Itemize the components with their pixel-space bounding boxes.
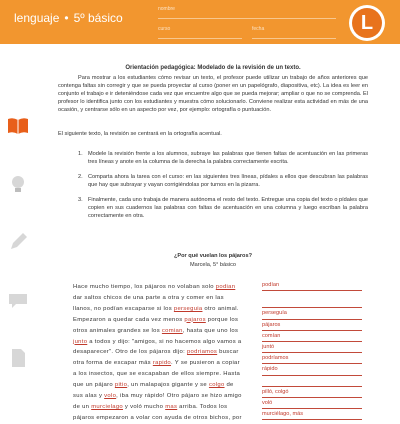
story-line bbox=[73, 337, 253, 348]
grade-label: 5º básico bbox=[73, 11, 123, 25]
answer-line[interactable]: voló bbox=[262, 398, 362, 409]
misspelled-word: colgo bbox=[208, 382, 225, 389]
misspelled-word: pajaros bbox=[184, 316, 206, 323]
story-segment: Empezaron a quedar cada vez menos bbox=[73, 316, 185, 323]
step-number: 3. bbox=[78, 197, 83, 203]
story-segment: de un bbox=[73, 403, 92, 410]
misspelled-word: rapido bbox=[152, 360, 172, 367]
story-line bbox=[73, 293, 253, 304]
course-field-label: curso bbox=[158, 26, 171, 32]
story-line bbox=[73, 391, 253, 402]
misspelled-word: volo bbox=[104, 393, 117, 400]
chat-icon bbox=[6, 288, 30, 312]
story-segment: desaparecer". Otro de los pájaros dijo: bbox=[73, 349, 187, 356]
story-line bbox=[73, 326, 253, 337]
story-text bbox=[73, 282, 253, 424]
lightbulb-icon bbox=[6, 172, 30, 196]
answer-line[interactable] bbox=[262, 297, 362, 308]
misspelled-word: perseguia bbox=[173, 305, 203, 312]
story-line bbox=[73, 358, 253, 369]
story-segment: y voló mucho bbox=[123, 403, 166, 410]
step-item bbox=[58, 196, 368, 220]
step-text: Comparta ahora la tarea con el curso: en las siguientes tres líneas, pídales a ellos que descubran las palabras que hay que subrayar y vayan corrigiéndolas por turnos en la pizarra. bbox=[88, 174, 368, 188]
date-field-label: fecha bbox=[252, 26, 265, 32]
answer-line[interactable] bbox=[262, 376, 362, 387]
answer-line[interactable]: comían bbox=[262, 331, 362, 342]
badge-letter: L bbox=[352, 8, 382, 38]
story-segment: que un pájaro bbox=[73, 382, 115, 389]
misspelled-word: comian bbox=[161, 327, 183, 334]
story-segment: a todos y dijo: "amigos, si no hacemos algo vamos a bbox=[87, 338, 242, 345]
story-segment: otro animal. bbox=[202, 305, 239, 312]
name-field[interactable] bbox=[158, 6, 336, 19]
answer-line[interactable]: podían bbox=[262, 280, 362, 291]
story-segment: buscar bbox=[217, 349, 239, 356]
story-segment: arriba. Todos los bbox=[177, 403, 228, 410]
step-text: Finalmente, cada uno trabaja de manera autónoma el resto del texto. Entregue una copia del texto o pídales que copien en sus cuadernos las palabras con faltas de acentuación en una columna y luego escriban la palabra correctamente en otra. bbox=[88, 197, 368, 219]
misspelled-word: pitio bbox=[114, 382, 128, 389]
date-field[interactable] bbox=[252, 26, 336, 39]
answer-line[interactable]: pilló, colgó bbox=[262, 387, 362, 398]
step-text: Modele la revisión frente a los alumnos, subraye las palabras que tienen faltas de acentuación en las primeras tres líneas y anote en la columna de la derecha la palabra correctamente escrita. bbox=[88, 151, 368, 165]
instruction-paragraph: El siguiente texto, la revisión se centrará en la ortografía acentual. bbox=[58, 131, 222, 137]
step-number: 2. bbox=[78, 174, 83, 180]
story-line bbox=[73, 380, 253, 391]
story-segment: llanos, no podían escaparse si los bbox=[73, 305, 174, 312]
answer-line[interactable]: pájaros bbox=[262, 320, 362, 331]
story-line bbox=[73, 369, 253, 380]
story-line bbox=[73, 402, 253, 413]
answer-column bbox=[262, 280, 362, 420]
story-line bbox=[73, 347, 253, 358]
story-line bbox=[73, 304, 253, 315]
document-icon bbox=[6, 346, 30, 370]
story-line bbox=[73, 315, 253, 326]
pencil-icon bbox=[6, 230, 30, 254]
step-number: 1. bbox=[78, 151, 83, 157]
misspelled-word: junto bbox=[73, 338, 88, 345]
story-segment: otra forma de escapar más bbox=[73, 360, 153, 367]
doc-title: Orientación pedagógica: Modelado de la revisión de un texto. bbox=[125, 65, 301, 71]
story-segment: a los insectos, que se escapaban de ellos siempre. Hasta bbox=[73, 371, 241, 378]
subject-title bbox=[14, 11, 123, 25]
misspelled-word: podian bbox=[215, 284, 236, 290]
subject-badge bbox=[349, 5, 385, 41]
step-item bbox=[58, 150, 368, 166]
intro-text: Para mostrar a los estudiantes cómo revisar un texto, el profesor puede utilizar un trabajo de años anteriores que contenga faltas sin corregir y que se pueda proyectar al curso (poner en un papelógrafo, diapositiva, etc). La idea es leer en conjunto el trabajo e ir deteniéndose cada vez que encuentre algo que se pueda mejorar; ampliar o que no se comprenda. El profesor lo identifica junto con los estudiantes y muestra cómo solucionarlo. Conviene realizar esta actividad en más de una ocasión, y centrarse sólo en un aspecto por vez, por ejemplo: ortografía o puntuación. bbox=[58, 75, 368, 113]
answer-line[interactable]: perseguía bbox=[262, 308, 362, 319]
header-separator: • bbox=[64, 11, 69, 25]
story-author: Marcela, 5° básico bbox=[189, 262, 237, 268]
story-segment: dar saltos chicos de una parte a otra y comer en las bbox=[73, 294, 224, 301]
name-field-label: nombre bbox=[158, 6, 175, 12]
story-line bbox=[73, 413, 253, 424]
story-segment: . Y se pusieron a copiar bbox=[171, 360, 240, 367]
sidebar bbox=[0, 44, 38, 400]
subject-label: lenguaje bbox=[14, 11, 60, 25]
story-segment: , un malapajos gigante y se bbox=[127, 382, 209, 389]
steps-list bbox=[58, 150, 368, 227]
book-icon bbox=[6, 114, 30, 138]
header-bar bbox=[0, 0, 400, 44]
misspelled-word: mas bbox=[165, 403, 178, 410]
story-segment: , iba muy rápido! Otro pájaro se hizo amigo bbox=[116, 393, 242, 400]
answer-line[interactable]: podríamos bbox=[262, 353, 362, 364]
answer-line[interactable]: rápido bbox=[262, 364, 362, 375]
step-item bbox=[58, 173, 368, 189]
story-line bbox=[73, 282, 253, 293]
misspelled-word: podriamos bbox=[186, 349, 218, 356]
course-field[interactable] bbox=[158, 26, 242, 39]
intro-paragraph bbox=[58, 74, 368, 114]
answer-line[interactable]: juntó bbox=[262, 342, 362, 353]
story-title: ¿Por qué vuelan los pájaros? bbox=[173, 253, 253, 259]
story-segment: , hasta que uno los bbox=[182, 327, 239, 334]
story-segment: de bbox=[224, 382, 234, 389]
story-segment: Hace mucho tiempo, los pájaros no volaban solo bbox=[73, 284, 216, 290]
answer-line[interactable]: murciélago, más bbox=[262, 409, 362, 420]
story-segment: otros animales grandes se los bbox=[73, 327, 162, 334]
misspelled-word: murcielago bbox=[91, 403, 123, 410]
story-segment: pájaros empezaron a volar con ayuda de otros bichos, por bbox=[73, 414, 242, 421]
story-segment: sus alas y bbox=[73, 393, 105, 400]
story-segment: porque los bbox=[205, 316, 239, 323]
